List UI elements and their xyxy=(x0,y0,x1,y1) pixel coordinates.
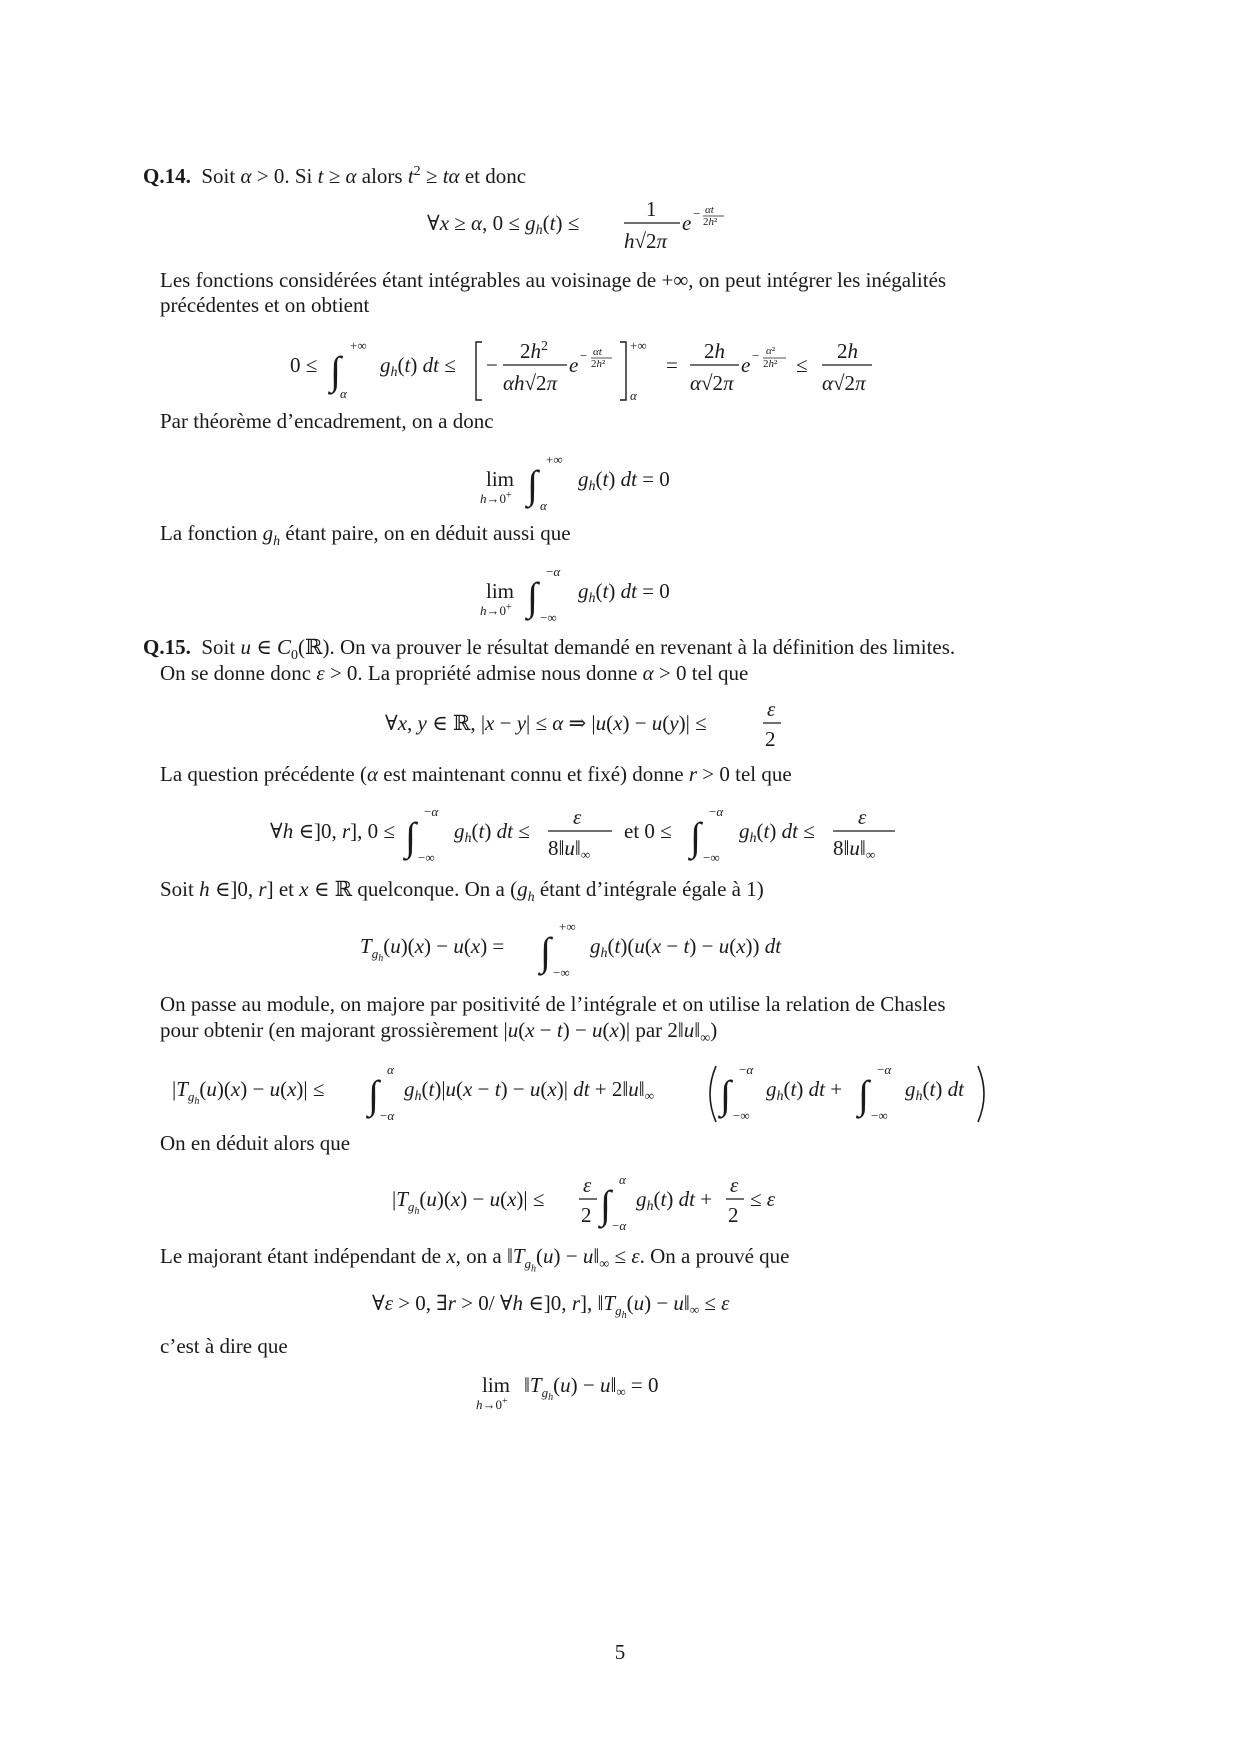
svg-text:2: 2 xyxy=(728,1203,739,1227)
equation-4-svg xyxy=(0,560,1240,630)
svg-text:∀ε > 0, ∃r > 0/ ∀h ∈]0, r],: ∀ε > 0, ∃r > 0/ ∀h ∈]0, r], $‖T_gh(u)$ − u‖∞ ≤ ε xyxy=(372,1291,730,1321)
q15-para5: Le majorant étant indépendant de x, on a $‖T_{g_h}(u)$ − $u‖_\infty \le \varepsilon$. On a prouvé que xyxy=(160,1244,790,1275)
svg-text:α: α xyxy=(619,1172,626,1187)
svg-text:h→0+: h→0+ xyxy=(480,490,512,506)
svg-text:e: e xyxy=(569,353,579,377)
svg-text:−: − xyxy=(693,206,701,221)
q15-para3-line2: pour obtenir (en majorant grossièrement |u(x − t) − u(x)| par $2‖u‖_\infty$) xyxy=(160,1018,718,1047)
equation-5-svg xyxy=(0,698,1240,754)
svg-text:∀x, y ∈ ℝ, |x − y| ≤ α ⇒ |u: ∀x, y ∈ ℝ, |x − y| ≤ α ⇒ |u(x) − u(y)| ≤ xyxy=(385,711,707,735)
svg-text:0 ≤: 0 ≤ xyxy=(290,353,318,377)
svg-text:|Tgh(u)(x) − u(x)| ≤: $|T_gh(u)(x) - u(x)|$ ≤ xyxy=(172,1077,325,1107)
svg-text:+∞: +∞ xyxy=(630,338,647,353)
svg-text:−: − xyxy=(580,348,588,363)
svg-text:‖Tgh(u) − u‖∞ = 0: $‖T_gh(u)$ − u‖∞ = 0 xyxy=(524,1373,659,1403)
svg-text:+∞: +∞ xyxy=(350,338,367,353)
equation-9-svg xyxy=(0,1168,1240,1234)
equation-3-svg xyxy=(0,448,1240,518)
svg-text:+∞: +∞ xyxy=(559,919,576,934)
q15-equation-10 xyxy=(0,1282,1240,1326)
svg-text:−: − xyxy=(486,353,498,377)
svg-text:=: = xyxy=(666,353,678,377)
svg-text:∫: ∫ xyxy=(527,574,538,619)
svg-text:α√2π: α√2π xyxy=(822,371,866,395)
q15-para6: c’est à dire que xyxy=(160,1334,288,1358)
q15-para3-line1: On passe au module, on majore par positivité de l’intégrale et on utilise la relation de Chasles xyxy=(160,992,946,1016)
svg-text:2h²: 2h² xyxy=(591,358,606,370)
svg-text:∫: ∫ xyxy=(405,814,416,859)
svg-text:−α: −α xyxy=(546,564,561,579)
svg-text:gh(t) dt ≤: gh(t) dt ≤ xyxy=(739,819,815,846)
q15-equation-5 xyxy=(0,698,1240,754)
svg-text:−α: −α xyxy=(877,1062,892,1077)
svg-text:−∞: −∞ xyxy=(540,610,557,625)
svg-text:∀h ∈]0, r], 0 ≤: ∀h ∈]0, r], 0 ≤ xyxy=(270,819,395,843)
svg-text:2h: 2h xyxy=(704,339,725,363)
svg-text:ε: ε xyxy=(583,1173,592,1197)
equation-11-svg xyxy=(0,1360,1240,1420)
q14-equation-2 xyxy=(0,332,1240,412)
svg-text:Tgh(u)(x) − u(x) =: $T_gh(u)(x) - u(x)$ = xyxy=(360,934,505,964)
svg-text:∫: ∫ xyxy=(330,348,341,393)
equation-7-svg xyxy=(0,915,1240,981)
svg-text:gh(t) dt ≤: gh(t) dt ≤ xyxy=(380,353,456,380)
q15-equation-11 xyxy=(0,1360,1240,1420)
q14-label: Q.14. xyxy=(143,164,191,188)
q15-para1: La question précédente (α est maintenant connu et fixé) donne r > 0 tel que xyxy=(160,762,792,786)
svg-text:gh(t)|u(x − t) − u(x)| dt + 2‖: gh(t)|u(x − t) − u(x)| dt + 2‖u‖∞ xyxy=(404,1077,654,1104)
q14-para1-line2: précédentes et on obtient xyxy=(160,293,370,317)
svg-text:α²: α² xyxy=(766,345,776,357)
svg-text:−∞: −∞ xyxy=(733,1108,750,1123)
svg-text:∫: ∫ xyxy=(527,462,538,507)
svg-text:∫: ∫ xyxy=(690,814,701,859)
svg-text:2h²: 2h² xyxy=(763,358,778,370)
svg-text:|Tgh(u)(x) − u(x)| ≤: $|T_gh(u)(x) - u(x)|$ ≤ xyxy=(392,1187,545,1217)
svg-text:ε: ε xyxy=(573,805,582,829)
q15-para4: On en déduit alors que xyxy=(160,1131,351,1155)
svg-text:gh(t) dt +: gh(t) dt + xyxy=(636,1187,713,1214)
svg-text:α: α xyxy=(540,498,547,513)
svg-text:≤ ε: ≤ ε xyxy=(750,1187,776,1211)
svg-text:lim: lim xyxy=(486,579,515,603)
svg-text:α: α xyxy=(387,1062,394,1077)
svg-text:≤: ≤ xyxy=(796,353,808,377)
page-number: 5 xyxy=(614,1640,626,1664)
q15-intro: Soit u ∈ $C_0(ℝ)$. On va prouver le résultat demandé en revenant à la définition des limites. xyxy=(196,635,956,664)
svg-text:−∞: −∞ xyxy=(553,965,570,980)
svg-text:2h: 2h xyxy=(837,339,858,363)
q14-equation-4 xyxy=(0,560,1240,630)
q14-para2: Par théorème d’encadrement, on a donc xyxy=(160,409,494,433)
svg-text:αt: αt xyxy=(705,204,714,216)
svg-text:∫: ∫ xyxy=(368,1072,379,1117)
svg-text:lim: lim xyxy=(482,1373,511,1397)
q14-intro-line xyxy=(143,157,526,191)
svg-text:−∞: −∞ xyxy=(871,1108,888,1123)
svg-text:gh(t)(u(x − t) − u(x)) dt: gh(t)(u(x − t) − u(x)) dt xyxy=(590,934,782,961)
svg-text:2: 2 xyxy=(765,727,776,751)
svg-text:∫: ∫ xyxy=(540,929,551,974)
equation-6-svg xyxy=(0,800,1240,866)
svg-text:h→0+: h→0+ xyxy=(476,1396,508,1412)
svg-text:−α: −α xyxy=(424,804,439,819)
svg-text:∫: ∫ xyxy=(600,1182,611,1227)
q15-equation-9 xyxy=(0,1168,1240,1234)
q14-equation-1 xyxy=(0,196,1240,256)
svg-text:αt: αt xyxy=(593,346,602,358)
svg-text:gh(t) dt ≤: gh(t) dt ≤ xyxy=(454,819,530,846)
q15-intro-line2: On se donne donc ε > 0. La propriété admise nous donne α > 0 tel que xyxy=(160,661,749,685)
svg-text:+∞: +∞ xyxy=(546,452,563,467)
svg-text:α: α xyxy=(630,388,637,403)
svg-text:gh(t) dt: gh(t) dt xyxy=(905,1077,964,1104)
equation-2-svg xyxy=(0,332,1240,412)
q14-equation-3 xyxy=(0,448,1240,518)
q15-label: Q.15. xyxy=(143,635,191,659)
svg-text:−∞: −∞ xyxy=(703,850,720,865)
svg-text:ε: ε xyxy=(858,805,867,829)
q15-equation-6 xyxy=(0,800,1240,866)
svg-text:−α: −α xyxy=(380,1108,395,1123)
q14-intro: Soit α > 0. Si t ≥ α alors $t^2 \ge t\alpha$ et donc xyxy=(196,164,527,188)
svg-text:lim: lim xyxy=(486,467,515,491)
svg-text:gh(t) dt +: gh(t) dt + xyxy=(766,1077,843,1104)
svg-text:e: e xyxy=(741,353,751,377)
q15-para2: Soit h ∈]0, r] et x ∈ ℝ quelconque. On a ($g_h$ étant d’intégrale égale à 1) xyxy=(160,877,764,906)
svg-text:−: − xyxy=(752,348,760,363)
svg-text:8‖u‖∞: 8‖u‖∞ xyxy=(548,836,591,862)
equation-1-svg xyxy=(0,196,1240,256)
svg-text:2h2: $2h^2$ xyxy=(520,339,548,363)
svg-text:8‖u‖∞: 8‖u‖∞ xyxy=(833,836,876,862)
svg-text:−α: −α xyxy=(739,1062,754,1077)
equation-10-svg xyxy=(0,1282,1240,1326)
svg-text:h→0+: h→0+ xyxy=(480,602,512,618)
svg-text:∫: ∫ xyxy=(858,1072,869,1117)
svg-text:h√2π: h√2π xyxy=(624,229,668,253)
svg-text:∀x ≥ α, 0 ≤ gh(t) ≤: ∀x ≥ α, 0 ≤ gh(t) ≤ xyxy=(427,211,580,238)
q14-para3: La fonction $g_h$ étant paire, on en déduit aussi que xyxy=(160,521,571,550)
svg-text:ε: ε xyxy=(730,1173,739,1197)
svg-text:−∞: −∞ xyxy=(418,850,435,865)
q14-para1-line1: Les fonctions considérées étant intégrables au voisinage de +∞, on peut intégrer les inégalités xyxy=(160,268,947,292)
svg-text:−α: −α xyxy=(709,804,724,819)
svg-text:αh√2π: αh√2π xyxy=(503,371,558,395)
q15-equation-7 xyxy=(0,915,1240,981)
svg-text:gh(t) dt = 0: gh(t) dt = 0 xyxy=(578,579,670,606)
q15-equation-8 xyxy=(0,1056,1240,1126)
svg-text:−α: −α xyxy=(612,1218,627,1233)
svg-text:et 0 ≤: et 0 ≤ xyxy=(624,819,672,843)
equation-8-svg xyxy=(0,1056,1240,1126)
svg-text:∫: ∫ xyxy=(720,1072,731,1117)
svg-text:1: 1 xyxy=(646,197,657,221)
svg-text:gh(t) dt = 0: gh(t) dt = 0 xyxy=(578,467,670,494)
svg-text:2: 2 xyxy=(581,1203,592,1227)
svg-text:α√2π: α√2π xyxy=(690,371,734,395)
svg-text:α: α xyxy=(340,386,347,401)
svg-text:2h²: 2h² xyxy=(703,216,718,228)
svg-text:ε: ε xyxy=(767,697,776,721)
svg-text:e: e xyxy=(682,211,692,235)
